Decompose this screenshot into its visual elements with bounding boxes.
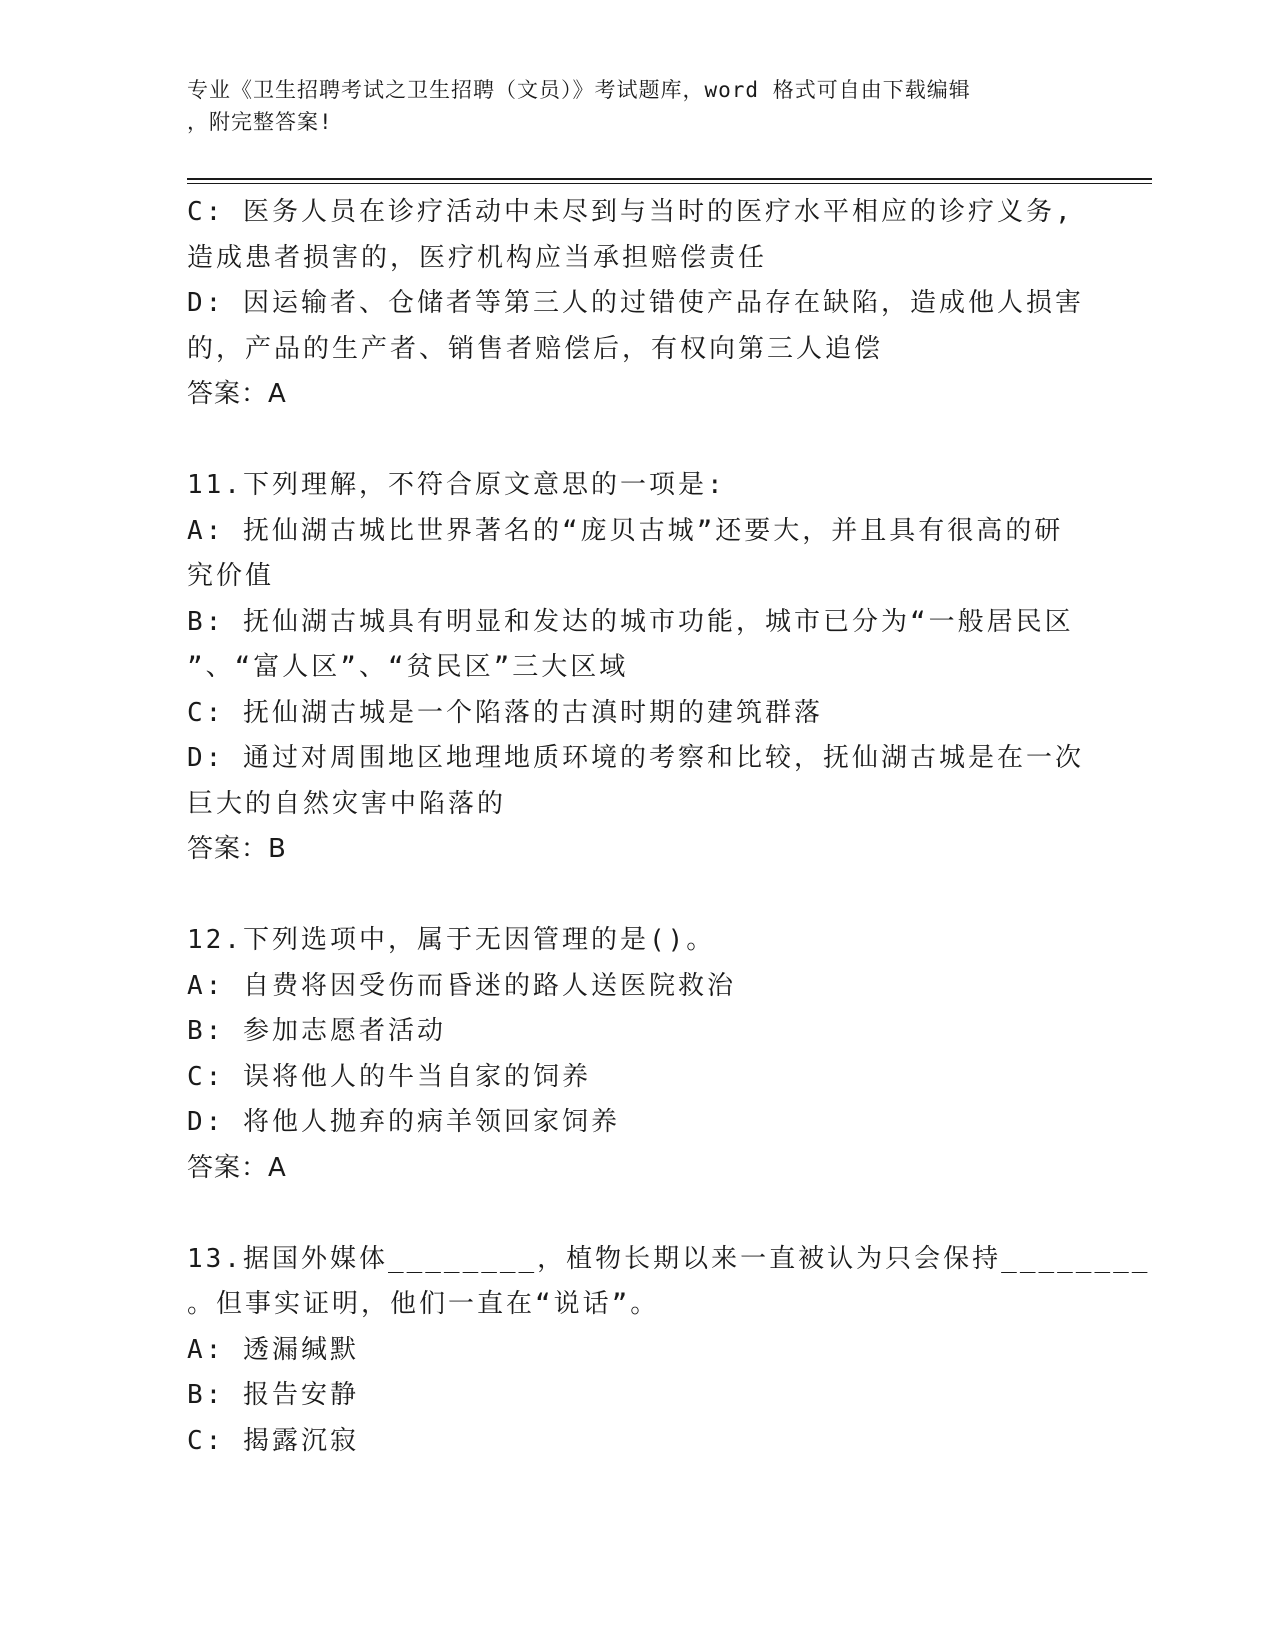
option-d-line-1: D: 因运输者、仓储者等第三人的过错使产品存在缺陷，造成他人损害 bbox=[187, 288, 1084, 318]
option-a-line-2: 究价值 bbox=[187, 561, 275, 591]
option-b: B: 报告安静 bbox=[187, 1380, 359, 1410]
question-text-line-1: 13.据国外媒体________，植物长期以来一直被认为只会保持________ bbox=[187, 1243, 1151, 1274]
option-c: C: 揭露沉寂 bbox=[187, 1425, 359, 1456]
option-d-line-2: 的，产品的生产者、销售者赔偿后，有权向第三人追偿 bbox=[187, 333, 884, 364]
question-text: 12.下列选项中，属于无因管理的是()。 bbox=[187, 925, 716, 955]
option-b-line-1: B: 抚仙湖古城具有明显和发达的城市功能，城市已分为“一般居民区 bbox=[187, 606, 1074, 637]
page-header bbox=[187, 74, 1067, 138]
header-line-1: 专业《卫生招聘考试之卫生招聘（文员）》考试题库，word 格式可自由下载编辑 bbox=[187, 78, 971, 102]
question-text-line-2: 。但事实证明，他们一直在“说话”。 bbox=[187, 1289, 660, 1319]
question-text: 11.下列理解，不符合原文意思的一项是: bbox=[187, 470, 726, 500]
option-a-line-1: A: 抚仙湖古城比世界著名的“庞贝古城”还要大，并且具有很高的研 bbox=[187, 515, 1064, 546]
spacer bbox=[187, 418, 1087, 464]
header-line-2: ，附完整答案! bbox=[187, 110, 333, 134]
option-b: B: 参加志愿者活动 bbox=[187, 1016, 446, 1046]
spacer bbox=[187, 1191, 1087, 1237]
answer: 答案：A bbox=[187, 1152, 287, 1183]
option-d: D: 将他人抛弃的病羊领回家饲养 bbox=[187, 1107, 620, 1137]
question-13 bbox=[187, 1237, 1151, 1465]
option-a: A: 自费将因受伤而昏迷的路人送医院救治 bbox=[187, 970, 736, 1001]
option-a: A: 透漏缄默 bbox=[187, 1334, 359, 1365]
option-b-line-2: ”、“富人区”、“贫民区”三大区域 bbox=[187, 652, 629, 682]
previous-question-continuation bbox=[187, 190, 1087, 418]
option-c: C: 误将他人的牛当自家的饲养 bbox=[187, 1061, 591, 1092]
option-d-line-2: 巨大的自然灾害中陷落的 bbox=[187, 788, 507, 819]
answer: 答案：A bbox=[187, 379, 287, 409]
question-11 bbox=[187, 463, 1087, 873]
header-divider-thick bbox=[187, 178, 1152, 180]
option-c-line-1: C: 医务人员在诊疗活动中未尽到与当时的医疗水平相应的诊疗义务, bbox=[187, 197, 1074, 227]
question-12 bbox=[187, 918, 1087, 1191]
option-c: C: 抚仙湖古城是一个陷落的古滇时期的建筑群落 bbox=[187, 697, 823, 728]
header-divider-thin bbox=[187, 183, 1152, 184]
document-body bbox=[187, 190, 1151, 1464]
answer: 答案：B bbox=[187, 834, 287, 864]
spacer bbox=[187, 873, 1087, 919]
option-d-line-1: D: 通过对周围地区地理地质环境的考察和比较，抚仙湖古城是在一次 bbox=[187, 743, 1084, 773]
option-c-line-2: 造成患者损害的，医疗机构应当承担赔偿责任 bbox=[187, 242, 768, 273]
